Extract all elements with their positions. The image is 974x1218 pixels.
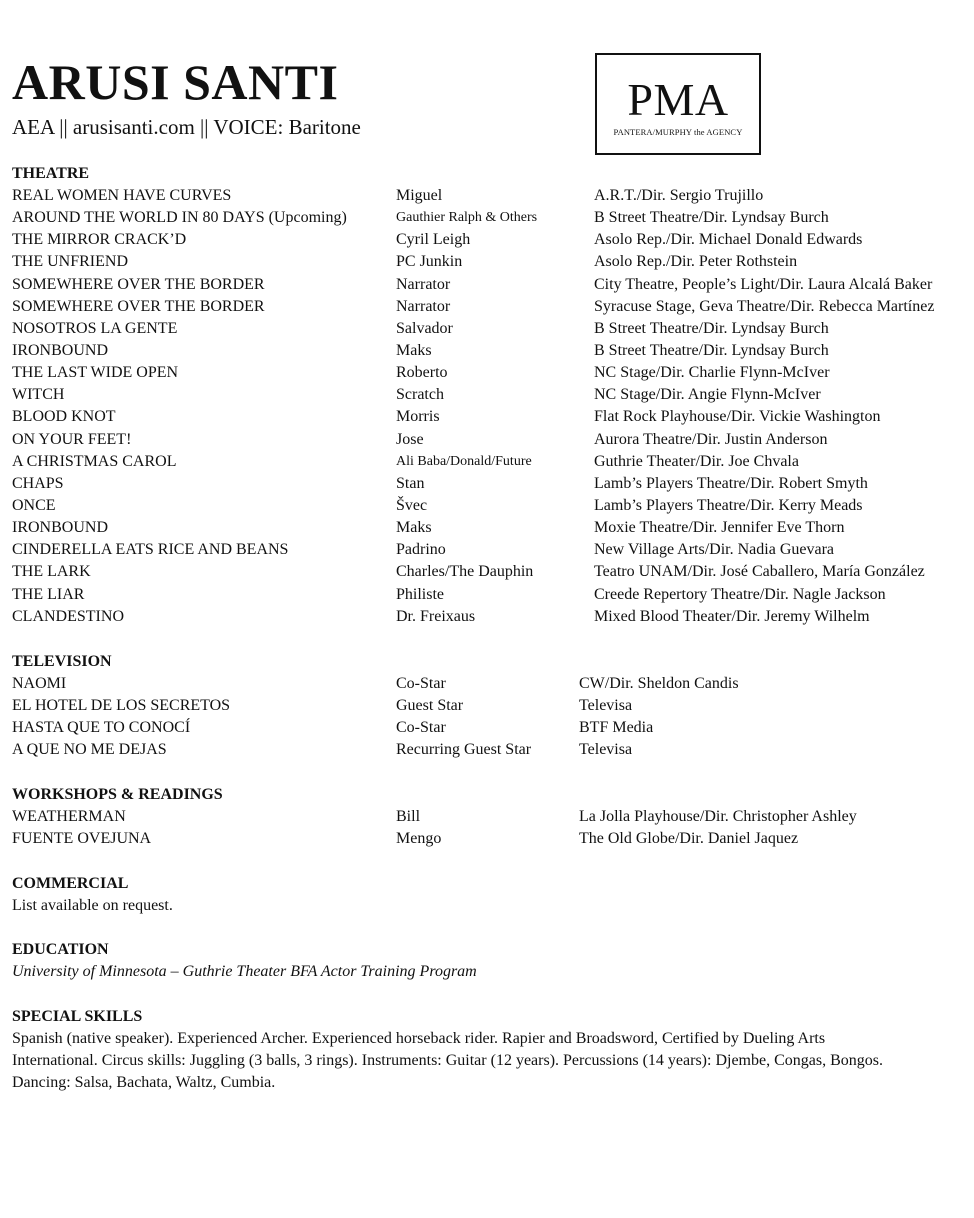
credit-venue: B Street Theatre/Dir. Lyndsay Burch	[594, 319, 829, 337]
credit-venue: Teatro UNAM/Dir. José Caballero, María González	[594, 563, 925, 581]
credit-role: Narrator	[396, 275, 451, 293]
credit-title: REAL WOMEN HAVE CURVES	[12, 187, 232, 204]
credit-venue: Asolo Rep./Dir. Michael Donald Edwards	[594, 231, 863, 249]
credit-title: SOMEWHERE OVER THE BORDER	[12, 275, 265, 293]
credit-role: Cyril Leigh	[396, 231, 471, 249]
commercial-section	[12, 873, 967, 917]
credit-venue: NC Stage/Dir. Angie Flynn-McIver	[594, 386, 821, 404]
actor-name: ARUSI SANTI	[12, 54, 339, 110]
theatre-row	[12, 451, 967, 473]
credit-title: HASTA QUE TO CONOCÍ	[12, 719, 191, 737]
credit-role: Roberto	[396, 364, 448, 382]
credit-role: PC Junkin	[396, 253, 463, 271]
credit-role: Maks	[396, 519, 432, 537]
credit-venue: Lamb’s Players Theatre/Dir. Kerry Meads	[594, 496, 863, 514]
credit-title: ONCE	[12, 496, 56, 514]
credit-title: IRONBOUND	[12, 519, 108, 537]
credit-role: Ali Baba/Donald/Future	[396, 453, 532, 469]
theatre-heading: THEATRE	[12, 165, 90, 182]
television-row	[12, 673, 967, 695]
television-heading: TELEVISION	[12, 653, 112, 670]
theatre-row	[12, 207, 967, 229]
credit-role: Guest Star	[396, 697, 464, 715]
theatre-list	[12, 185, 967, 628]
skills-section	[12, 1006, 967, 1094]
credit-venue: New Village Arts/Dir. Nadia Guevara	[594, 541, 835, 559]
theatre-row	[12, 274, 967, 296]
credit-title: NAOMI	[12, 675, 67, 692]
theatre-row	[12, 362, 967, 384]
credit-title: A QUE NO ME DEJAS	[12, 741, 167, 759]
theatre-row	[12, 561, 967, 583]
workshops-heading: WORKSHOPS & READINGS	[12, 786, 223, 803]
credit-venue: Mixed Blood Theater/Dir. Jeremy Wilhelm	[594, 607, 870, 625]
credit-title: THE LARK	[12, 563, 91, 581]
credit-role: Recurring Guest Star	[396, 741, 532, 759]
credit-title: AROUND THE WORLD IN 80 DAYS (Upcoming)	[12, 209, 347, 227]
credit-role: Dr. Freixaus	[396, 607, 476, 625]
theatre-row	[12, 495, 967, 517]
credit-role: Bill	[396, 808, 421, 825]
television-row	[12, 695, 967, 717]
education-section	[12, 939, 967, 983]
credit-role: Morris	[396, 408, 440, 426]
skills-line: International. Circus skills: Juggling (3 balls, 3 rings). Instruments: Guitar (12 years). Percussions (14 years): Djembe, Congas, Bongos.	[12, 1052, 883, 1069]
credit-role: Stan	[396, 474, 425, 492]
credit-role: Jose	[396, 430, 424, 448]
theatre-row	[12, 318, 967, 340]
credit-title: THE UNFRIEND	[12, 253, 128, 271]
theatre-row	[12, 606, 967, 628]
credit-venue: La Jolla Playhouse/Dir. Christopher Ashley	[579, 808, 857, 825]
theatre-row	[12, 185, 967, 207]
theatre-row	[12, 251, 967, 273]
credit-role: Philiste	[396, 585, 445, 603]
theatre-row	[12, 584, 967, 606]
credit-venue: B Street Theatre/Dir. Lyndsay Burch	[594, 209, 829, 227]
credit-title: CINDERELLA EATS RICE AND BEANS	[12, 541, 289, 559]
credit-title: A CHRISTMAS CAROL	[12, 452, 177, 470]
actor-subtitle: AEA || arusisanti.com || VOICE: Baritone	[12, 115, 361, 139]
credit-role: Scratch	[396, 386, 444, 404]
credit-venue: Creede Repertory Theatre/Dir. Nagle Jackson	[594, 585, 886, 603]
commercial-text: List available on request.	[12, 897, 173, 914]
credit-venue: B Street Theatre/Dir. Lyndsay Burch	[594, 341, 829, 359]
credit-title: THE LIAR	[12, 585, 85, 603]
television-row	[12, 739, 967, 761]
credit-title: CLANDESTINO	[12, 607, 124, 625]
theatre-row	[12, 517, 967, 539]
education-heading: EDUCATION	[12, 941, 109, 958]
credit-role: Co-Star	[396, 719, 446, 737]
credit-venue: BTF Media	[579, 719, 654, 737]
theatre-row	[12, 340, 967, 362]
credit-title: CHAPS	[12, 474, 64, 492]
skills-heading: SPECIAL SKILLS	[12, 1008, 143, 1025]
theatre-row	[12, 406, 967, 428]
credit-venue: Syracuse Stage, Geva Theatre/Dir. Rebecca Martínez	[594, 297, 935, 315]
credit-title: THE LAST WIDE OPEN	[12, 364, 179, 382]
credit-title: ON YOUR FEET!	[12, 430, 132, 448]
credit-role: Padrino	[396, 541, 446, 559]
credit-title: SOMEWHERE OVER THE BORDER	[12, 297, 265, 315]
credit-role: Maks	[396, 341, 432, 359]
agency-logo	[595, 53, 761, 155]
theatre-row	[12, 539, 967, 561]
credit-venue: Aurora Theatre/Dir. Justin Anderson	[594, 430, 828, 448]
skills-line: Spanish (native speaker). Experienced Archer. Experienced horseback rider. Rapier and Broadsword, Certified by Dueling Arts	[12, 1030, 826, 1047]
credit-title: FUENTE OVEJUNA	[12, 830, 152, 848]
credit-venue: CW/Dir. Sheldon Candis	[579, 675, 739, 692]
credit-role: Co-Star	[396, 675, 446, 692]
commercial-heading: COMMERCIAL	[12, 875, 129, 892]
skills-line: Dancing: Salsa, Bachata, Waltz, Cumbia.	[12, 1074, 276, 1091]
theatre-row	[12, 473, 967, 495]
credit-venue: Moxie Theatre/Dir. Jennifer Eve Thorn	[594, 519, 845, 537]
credit-role: Narrator	[396, 297, 451, 315]
agency-logo-mark: PMA	[627, 74, 729, 125]
credit-venue: NC Stage/Dir. Charlie Flynn-McIver	[594, 364, 830, 382]
credit-role: Gauthier Ralph & Others	[396, 210, 538, 226]
credit-title: BLOOD KNOT	[12, 408, 116, 426]
credit-venue: Televisa	[579, 741, 633, 759]
credit-title: WITCH	[12, 386, 65, 404]
credit-title: IRONBOUND	[12, 341, 108, 359]
television-section	[12, 651, 967, 762]
theatre-section	[12, 163, 967, 628]
theatre-row	[12, 384, 967, 406]
theatre-row	[12, 429, 967, 451]
credit-venue: Lamb’s Players Theatre/Dir. Robert Smyth	[594, 474, 868, 492]
credit-title: EL HOTEL DE LOS SECRETOS	[12, 697, 231, 715]
television-row	[12, 717, 967, 739]
credit-venue: Televisa	[579, 697, 633, 715]
credit-role: Mengo	[396, 830, 442, 848]
credit-role: Miguel	[396, 187, 443, 204]
workshop-row	[12, 806, 967, 828]
credit-venue: Guthrie Theater/Dir. Joe Chvala	[594, 452, 799, 470]
credit-venue: A.R.T./Dir. Sergio Trujillo	[594, 187, 764, 204]
credit-venue: The Old Globe/Dir. Daniel Jaquez	[579, 830, 799, 848]
credit-role: Charles/The Dauphin	[396, 563, 534, 581]
theatre-row	[12, 229, 967, 251]
credit-role: Salvador	[396, 319, 453, 337]
credit-venue: City Theatre, People’s Light/Dir. Laura Alcalá Baker	[594, 275, 933, 293]
education-text: University of Minnesota – Guthrie Theater BFA Actor Training Program	[12, 963, 477, 980]
credit-title: THE MIRROR CRACK’D	[12, 231, 187, 249]
credit-role: Švec	[396, 496, 428, 514]
credit-title: WEATHERMAN	[12, 808, 126, 825]
workshops-section	[12, 784, 967, 850]
theatre-row	[12, 296, 967, 318]
workshop-row	[12, 828, 967, 850]
agency-logo-name: PANTERA/MURPHY the AGENCY	[613, 127, 743, 137]
credit-venue: Flat Rock Playhouse/Dir. Vickie Washington	[594, 408, 881, 426]
credit-venue: Asolo Rep./Dir. Peter Rothstein	[594, 253, 798, 271]
credit-title: NOSOTROS LA GENTE	[12, 319, 178, 337]
